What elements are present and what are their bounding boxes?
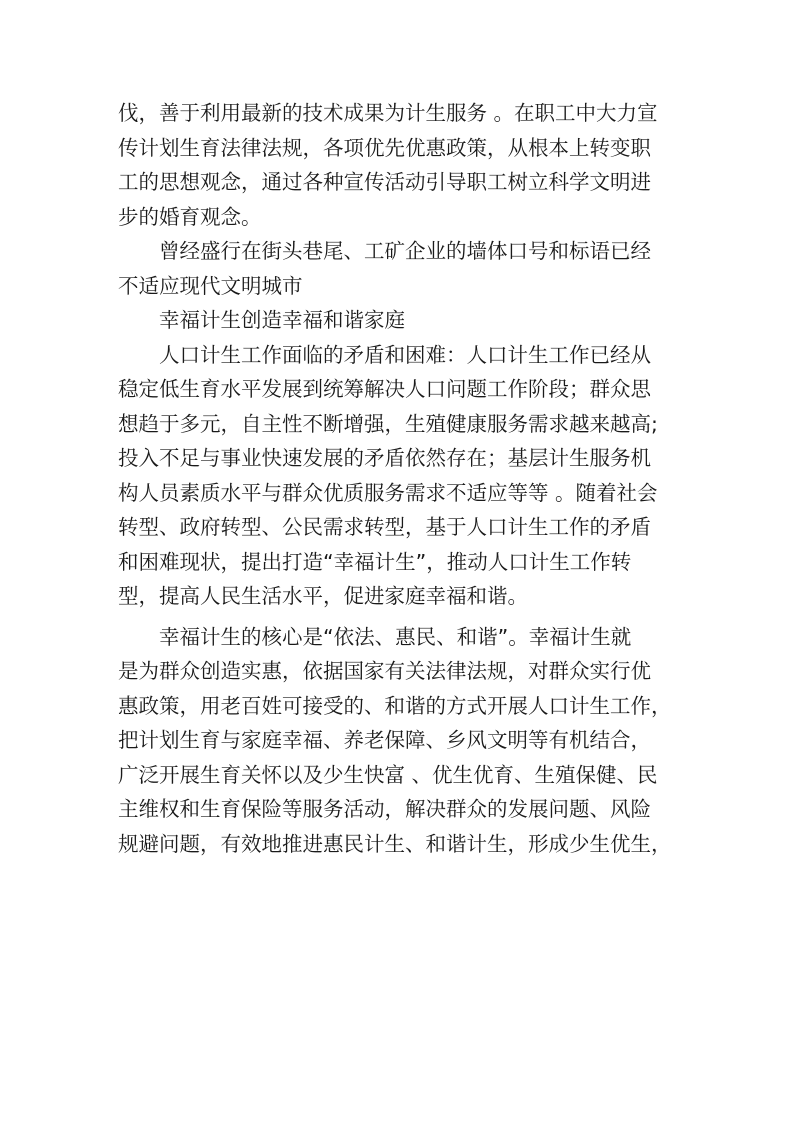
text-line: 不适应现代文明城市 [118, 273, 303, 298]
text-line: 想趋于多元，自主性不断增强，生殖健康服务需求越来越高; [118, 411, 658, 436]
paragraph-5 [118, 620, 688, 862]
text-line: 传计划生育法律法规，各项优先优惠政策，从根本上转变职 [118, 135, 651, 160]
text-line: 是为群众创造实惠，依据国家有关法律法规，对群众实行优 [118, 659, 651, 683]
paragraph-3-heading [118, 303, 688, 338]
text-line: 惠政策，用老百姓可接受的、和谐的方式开展人口计生工作， [118, 693, 672, 718]
text-line: 人口计生工作面临的矛盾和困难：人口计生工作已经从 [159, 342, 651, 367]
text-line: 转型、政府转型、公民需求转型，基于人口计生工作的矛盾 [118, 515, 651, 539]
text-line: 工的思想观念，通过各种宣传活动引导职工树立科学文明进 [118, 170, 651, 194]
text-line: 幸福计生的核心是“依法、惠民、和谐”。幸福计生就 [159, 624, 632, 649]
text-line: 稳定低生育水平发展到统筹解决人口问题工作阶段；群众思 [118, 377, 651, 401]
text-line: 和困难现状，提出打造“幸福计生”，推动人口计生工作转 [118, 549, 632, 574]
text-line: 投入不足与事业快速发展的矛盾依然存在；基层计生服务机 [118, 446, 651, 470]
text-line: 规避问题，有效地推进惠民计生、和谐计生，形成少生优生， [118, 831, 672, 856]
paragraph-1 [118, 96, 688, 234]
text-line: 构人员素质水平与群众优质服务需求不适应等等 。随着社会 [118, 480, 658, 505]
text-line: 步的婚育观念。 [118, 204, 262, 229]
text-line: 型，提高人民生活水平，促进家庭幸福和谐。 [118, 584, 528, 608]
text-line: 主维权和生育保险等服务活动，解决群众的发展问题、风险 [118, 797, 651, 821]
text-line: 把计划生育与家庭幸福、养老保障、乡风文明等有机结合， [118, 728, 651, 752]
section-heading: 幸福计生创造幸福和谐家庭 [159, 308, 405, 332]
text-line: 广泛开展生育关怀以及少生快富 、优生优育、生殖保健、民 [118, 762, 658, 787]
paragraph-2 [118, 234, 688, 303]
text-line: 曾经盛行在街头巷尾、工矿企业的墙体口号和标语已经 [159, 239, 651, 263]
body-text [118, 96, 688, 861]
paragraph-4 [118, 338, 688, 614]
text-line: 伐，善于利用最新的技术成果为计生服务 。在职工中大力宣 [118, 101, 658, 125]
